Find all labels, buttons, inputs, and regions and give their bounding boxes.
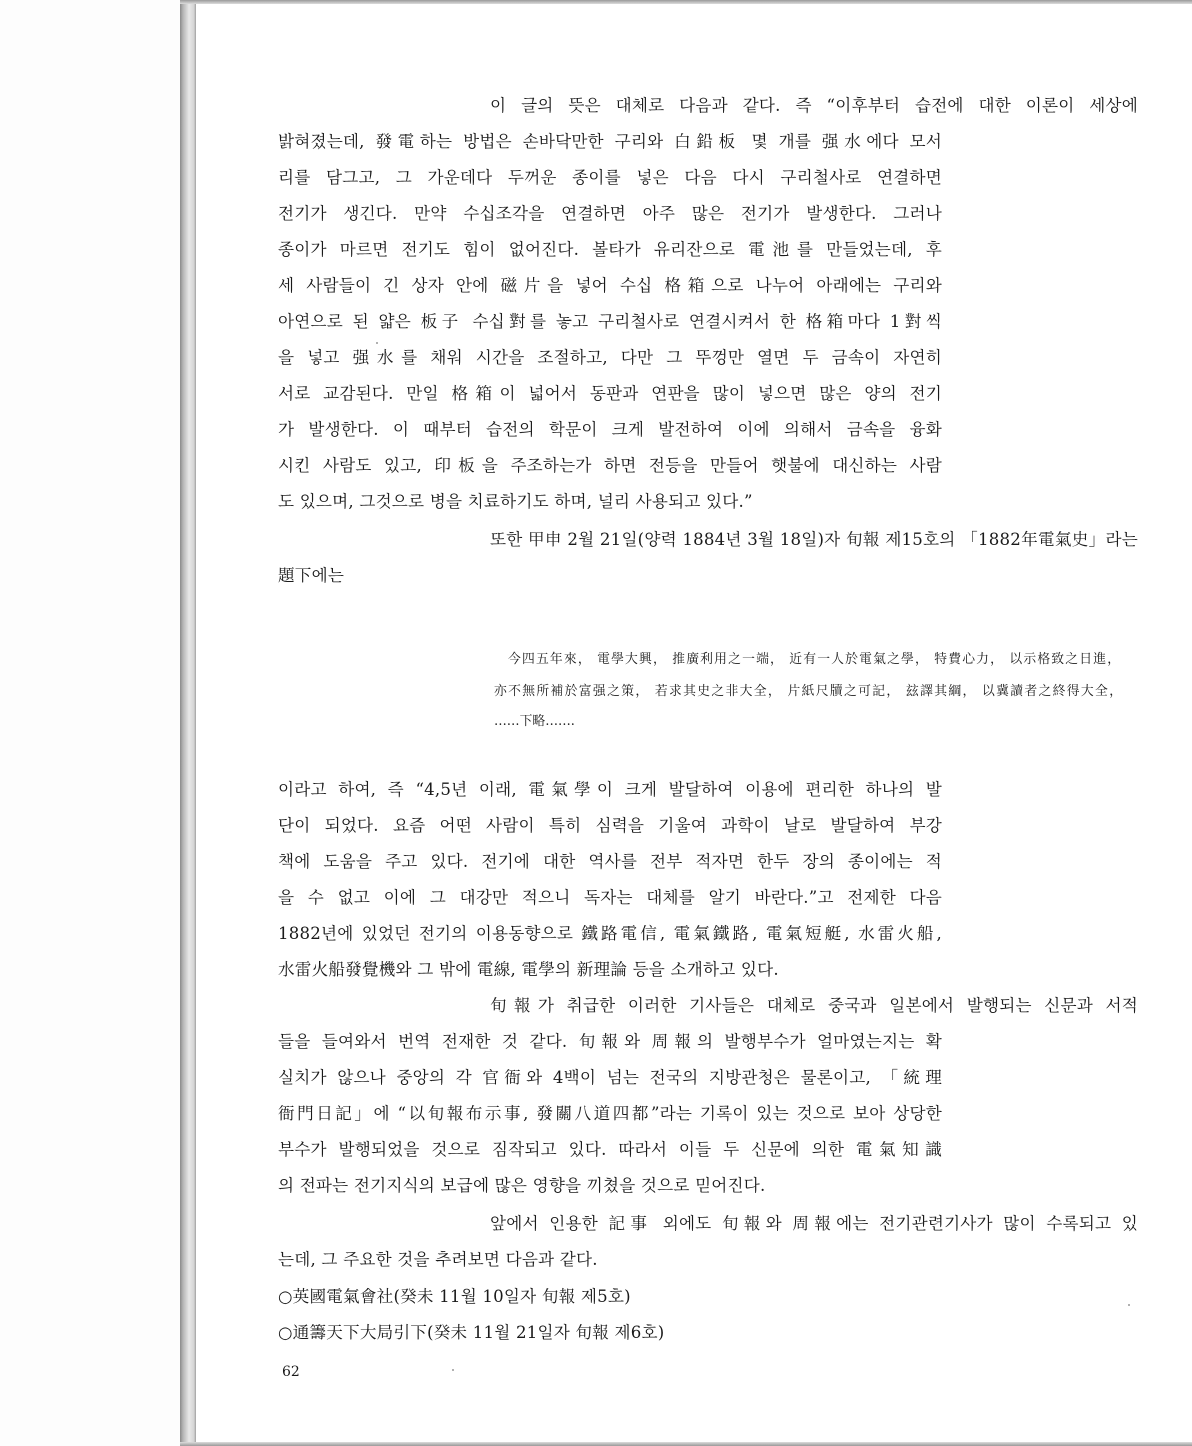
text-line: 가 발생한다. 이 때부터 습전의 학문이 크게 발전하여 이에 의해서 금속을 융화 <box>278 420 942 439</box>
text-line: 리를 담그고, 그 가운데다 두꺼운 종이를 넣은 다음 다시 구리철사로 연결하면 <box>278 168 942 187</box>
text-line: 題下에는 <box>278 566 345 585</box>
text-line: 이라고 하여, 즉 “4,5년 이래, 電氣學이 크게 발달하여 이용에 편리한 하나의 발 <box>278 780 942 799</box>
text-line: 衙門日記」에 “以旬報布示事, 發關八道四都”라는 기록이 있는 것으로 보아 상당한 <box>278 1104 942 1123</box>
text-line: 실치가 않으나 중앙의 각 官衙와 4백이 넘는 전국의 지방관청은 물론이고, 「統理 <box>278 1068 942 1087</box>
text-line: 의 전파는 전기지식의 보급에 많은 영향을 끼쳤을 것으로 믿어진다. <box>278 1176 766 1195</box>
text-line: 들을 들여와서 번역 전재한 것 같다. 旬報와 周報의 발행부수가 얼마였는지는 확 <box>278 1032 942 1051</box>
text-line: 을 수 없고 이에 그 대강만 적으니 독자는 대체를 알기 바란다.”고 전제한 다음 <box>278 888 942 907</box>
scan-speck <box>452 1369 454 1371</box>
scan-speck <box>1128 1304 1130 1306</box>
text-line: 전기가 생긴다. 만약 수십조각을 연결하면 아주 많은 전기가 발생한다. 그러나 <box>278 204 942 223</box>
book-spine-shadow <box>180 4 196 1444</box>
text-line: 또한 甲申 2월 21일(양력 1884년 3월 18일)자 旬報 제15호의 「1882年電氣史」라는 <box>490 530 1138 549</box>
text-line: 앞에서 인용한 記事 외에도 旬報와 周報에는 전기관련기사가 많이 수록되고 있 <box>490 1214 1138 1233</box>
text-line: 水雷火船發覺機와 그 밖에 電線, 電學의 新理論 등을 소개하고 있다. <box>278 960 779 979</box>
page-number: 62 <box>282 1364 300 1380</box>
quote-line: 今四五年來， 電學大興， 推廣利用之一端， 近有一人於電氣之學， 特費心力， 以示格致之日進， <box>508 652 1120 667</box>
text-line: 이 글의 뜻은 대체로 다음과 같다. 즉 “이후부터 습전에 대한 이론이 세상에 <box>490 96 1138 115</box>
text-line: 는데, 그 주요한 것을 추려보면 다음과 같다. <box>278 1250 598 1269</box>
text-line: 부수가 발행되었을 것으로 짐작되고 있다. 따라서 이들 두 신문에 의한 電氣知識 <box>278 1140 942 1159</box>
text-line: 1882년에 있었던 전기의 이용동향으로 鐵路電信, 電氣鐵路, 電氣短艇, 水雷火船, <box>278 924 942 943</box>
list-item: ○英國電氣會社(癸未 11월 10일자 旬報 제5호) <box>278 1287 631 1306</box>
text-line: 서로 교감된다. 만일 格箱이 넓어서 동판과 연판을 많이 넣으면 많은 양의 전기 <box>278 384 942 403</box>
text-line: 을 넣고 强水를 채워 시간을 조절하고, 다만 그 뚜껑만 열면 두 금속이 자연히 <box>278 348 942 367</box>
quote-line: 亦不無所補於富强之策， 若求其史之非大全， 片紙尺牘之可記， 玆譯其綱， 以冀讀者之終得大全， <box>494 684 1122 699</box>
list-item: ○通籌天下大局引下(癸未 11월 21일자 旬報 제6호) <box>278 1323 665 1342</box>
text-line: 도 있으며, 그것으로 병을 치료하기도 하며, 널리 사용되고 있다.” <box>278 492 753 511</box>
text-line: 밝혀졌는데, 發電하는 방법은 손바닥만한 구리와 白鉛板 몇 개를 强水에다 모서 <box>278 132 942 151</box>
text-line: 단이 되었다. 요즘 어떤 사람이 특히 심력을 기울여 과학이 날로 발달하여 부강 <box>278 816 942 835</box>
text-line: 종이가 마르면 전기도 힘이 없어진다. 볼타가 유리잔으로 電池를 만들었는데, 후 <box>278 240 942 259</box>
quote-line: ……下略……. <box>494 714 575 729</box>
scan-bottom-edge <box>180 1442 1192 1446</box>
text-line: 세 사람들이 긴 상자 안에 磁片을 넣어 수십 格箱으로 나누어 아래에는 구리와 <box>278 276 942 295</box>
text-line: 시킨 사람도 있고, 印板을 주조하는가 하면 전등을 만들어 햇불에 대신하는 사람 <box>278 456 942 475</box>
text-line: 旬報가 취급한 이러한 기사들은 대체로 중국과 일본에서 발행되는 신문과 서적 <box>490 996 1138 1015</box>
text-line: 아연으로 된 얇은 板子 수십對를 놓고 구리철사로 연결시켜서 한 格箱마다 1對씩 <box>278 312 942 331</box>
text-line: 책에 도움을 주고 있다. 전기에 대한 역사를 전부 적자면 한두 장의 종이에는 적 <box>278 852 942 871</box>
